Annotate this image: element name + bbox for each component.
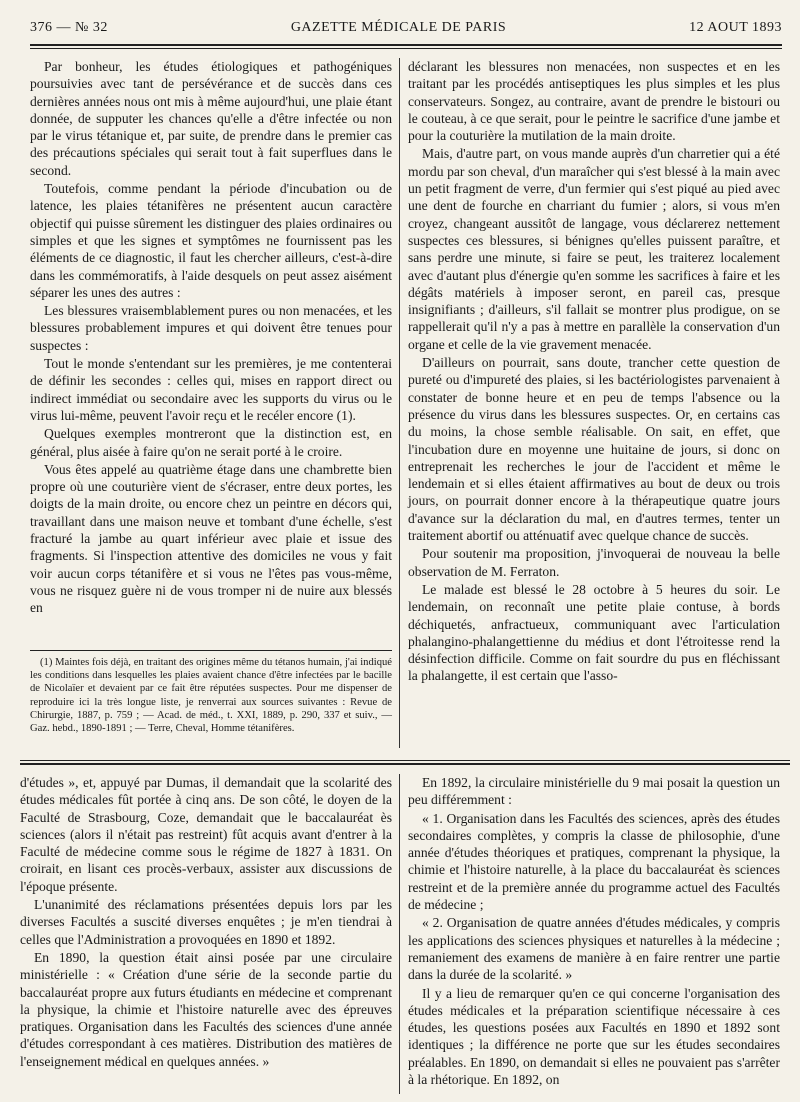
bottom-left-column xyxy=(20,774,392,1070)
paragraph: Le malade est blessé le 28 octobre à 5 heures du soir. Le lendemain, on reconnaît une petite plaie contuse, à bords déchiquetés, anfractueux, communiquant avec l'articulation phalangino-phalangettienne du médius et dont l'étroitesse rend la désinfection difficile. Comme on fait sourdre du pus en fléchissant la phalangette, il est certain que l'asso- xyxy=(408,581,780,684)
header-rule xyxy=(30,44,782,46)
section-rule xyxy=(20,760,790,761)
footnote-rule xyxy=(30,650,392,651)
paragraph: Quelques exemples montreront que la distinction est, en général, plus aisée à faire qu'on ne serait porté à le croire. xyxy=(30,426,392,459)
section-rule-bold xyxy=(20,763,790,765)
paragraph: D'ailleurs on pourrait, sans doute, trancher cette question de pureté ou d'impureté des plaies, si les bactériologistes parvenaient à constater de bonne heure et en peu de temps l'absence ou la présence du virus dans les blessures suspectes. Or, en certains cas du moins, la chose semble réalisable. On sait, en effet, que l'incubation dure en moyenne une huitaine de jours, si donc on entreprenait les recherches le jour de l'accident et même le lendemain et si elles étaient affirmatives au bout de deux ou trois jours, on pourrait donner encore à la thérapeutique quatre jours d'avance sur la déclaration du mal, en d'autres termes, tenter un traitement abortif ou atténuatif avec quelque chance de succès. xyxy=(408,355,780,544)
page-number: 376 — № 32 xyxy=(30,20,108,35)
paragraph: En 1892, la circulaire ministérielle du 9 mai posait la question un peu différemment : xyxy=(408,775,780,808)
paragraph: Vous êtes appelé au quatrième étage dans une chambrette bien propre où une couturière vient de s'écraser, entre deux portes, les doigts de la main droite, ou encore chez un peintre en décors qui, travaillant dans une maison neuve et tombant d'une échelle, s'est fracturé la jambe au quart inférieur avec plaie et issue des fragments. Si l'inspection attentive des domiciles ne vous y fait voir aucun corps tétanifère et si vous ne l'êtes pas vous-même, vous ne risquez guère ni de vous tromper ni de nuire aux blessés en xyxy=(30,461,392,616)
paragraph: Par bonheur, les études étiologiques et pathogéniques poursuivies avec tant de persévérance et de succès dans ces dernières années nous ont mis à même aujourd'hui, une plaie étant donnée, de supputer les chances qu'elle a d'être infectée ou non par le virus tétanique et, par suite, de prendre dans le premier cas des précautions spéciales qui serait tout à fait superflues dans le second. xyxy=(30,59,392,178)
paragraph: L'unanimité des réclamations présentées depuis lors par les diverses Facultés a suscité diverses enquêtes ; je m'en tiendrai à celles que l'Administration a provoquées en 1890 et 1892. xyxy=(20,897,392,947)
top-column-divider xyxy=(399,58,400,748)
paragraph: d'études », et, appuyé par Dumas, il demandait que la scolarité des études médicales fût portée à cinq ans. De son côté, le doyen de la Faculté de Strasbourg, Coze, demandait que le baccalauréat ès sciences (alors il n'était pas restreint) fût acquis avant d'entrer à la Faculté de médecine comme sous le régime de 1827 à 1831. On croirait, en lisant ces procès-verbaux, assister aux discussions de l'époque présente. xyxy=(20,775,392,894)
paragraph: Il y a lieu de remarquer qu'en ce qui concerne l'organisation des études médicales et la préparation scientifique nécessaire à ces études, les questions posées aux Facultés en 1890 et 1892 sont identiques ; la différence ne porte que sur les études secondaires préalables. En 1890, on demandait si elles ne pouvaient pas s'arrêter à la rhétorique. En 1892, on xyxy=(408,985,780,1088)
bottom-column-divider xyxy=(399,774,400,1094)
paragraph: déclarant les blessures non menacées, non suspectes et en les traitant par les procédés antiseptiques les plus simples et les plus conservateurs. Songez, au contraire, avant de prendre le bistouri ou le couteau, à ce que serait, pour le peintre le sacrifice d'une jambe et pour la couturière la mutilation de la main droite. xyxy=(408,59,780,144)
paragraph: Les blessures vraisemblablement pures ou non menacées, et les blessures probablement impures et qui doivent être tenues pour suspectes : xyxy=(30,303,392,353)
paragraph: Toutefois, comme pendant la période d'incubation ou de latence, les plaies tétanifères ne présentent aucun caractère objectif qui puisse sûrement les distinguer des plaies ordinaires ou simples et que les signes et symptômes ne fournissent pas les éléments de ce diagnostic, il faut les chercher ailleurs, c'est-à-dire dans les commémoratifs, à l'aide desquels on peut assez aisément séparer les unes des autres : xyxy=(30,181,392,300)
paragraph: Tout le monde s'entendant sur les premières, je me contenterai de définir les secondes : celles qui, mises en rapport direct ou indirect immédiat ou secondaire avec les supports du virus ou le virus lui-même, peuvent l'avoir reçu et le recéler encore (1). xyxy=(30,356,392,423)
page-header xyxy=(30,16,782,40)
bottom-right-column xyxy=(408,774,780,1088)
paragraph: « 2. Organisation de quatre années d'études médicales, y compris les applications des sciences physiques et naturelles à la médecine ; remaniement des examens de manière à en faire rentrer une partie dans la durée de la scolarité. » xyxy=(408,915,780,983)
paragraph: « 1. Organisation dans les Facultés des sciences, après des études secondaires complètes, y compris la classe de philosophie, d'une année d'études théoriques et pratiques, comprenant la physique, la chimie et l'histoire naturelle, à la place du baccalauréat ès sciences restreint et de la première année du programme actuel des Facultés de médecine ; xyxy=(408,810,780,913)
footnote-text: (1) Maintes fois déjà, en traitant des origines même du tétanos humain, j'ai indiqué les conditions dans lesquelles les plaies avaient chance d'être infectées par le bacille de Nicolaïer et devaient par ce fait être réputées suspectes. Pour me dispenser de reproduire ici la très longue liste, je renverrai aux sources suivantes : Revue de Chirurgie, 1887, p. 759 ; — Acad. de méd., t. XXI, 1889, p. 290, 337 et suiv., — Gaz. hebd., 1890-1891 ; — Terre, Cheval, Homme tétanifères. xyxy=(30,657,392,735)
top-left-column xyxy=(30,58,392,617)
journal-title: GAZETTE MÉDICALE DE PARIS xyxy=(290,20,507,35)
paragraph: En 1890, la question était ainsi posée par une circulaire ministérielle : « Création d'une série de la seconde partie du baccalauréat propre aux futurs étudiants en médecine et comprenant la physique, la chimie et l'histoire naturelle avec des épreuves pratiques. Organisation dans les Facultés des sciences d'une année d'études correspondant à ces matières. Distribution des matières de l'enseignement médical en quelques années. » xyxy=(20,949,392,1069)
top-right-column xyxy=(408,58,780,685)
footnote xyxy=(30,656,392,735)
paragraph: Pour soutenir ma proposition, j'invoquerai de nouveau la belle observation de M. Ferraton. xyxy=(408,546,780,579)
paragraph: Mais, d'autre part, on vous mande auprès d'un charretier qui a été mordu par son cheval, d'un maraîcher qui s'est blessé à la main avec un petit fragment de verre, d'un fermier qui s'est piqué au pied avec une dent de fourche en charriant du fumier ; alors, si vous m'en croyez, changeant aussitôt de langage, vous déclarerez nettement suspectes ces blessures, si bénignes qu'elles puissent paraître, et sans perdre une minute, si faire se peut, les traiterez localement avec d'autant plus d'énergie qu'en somme les sacrifices à faire et les dégâts matériels à imposer seront, en pareil cas, presque insignifiants ; d'ailleurs, s'il fallait se montrer plus prodigue, on se rappellerait qu'il n'y a pas à mettre en parallèle la conservation d'un organe et celle de la vie gravement menacée. xyxy=(408,146,780,352)
issue-date: 12 AOUT 1893 xyxy=(689,20,782,35)
header-rule-thin xyxy=(30,48,782,49)
